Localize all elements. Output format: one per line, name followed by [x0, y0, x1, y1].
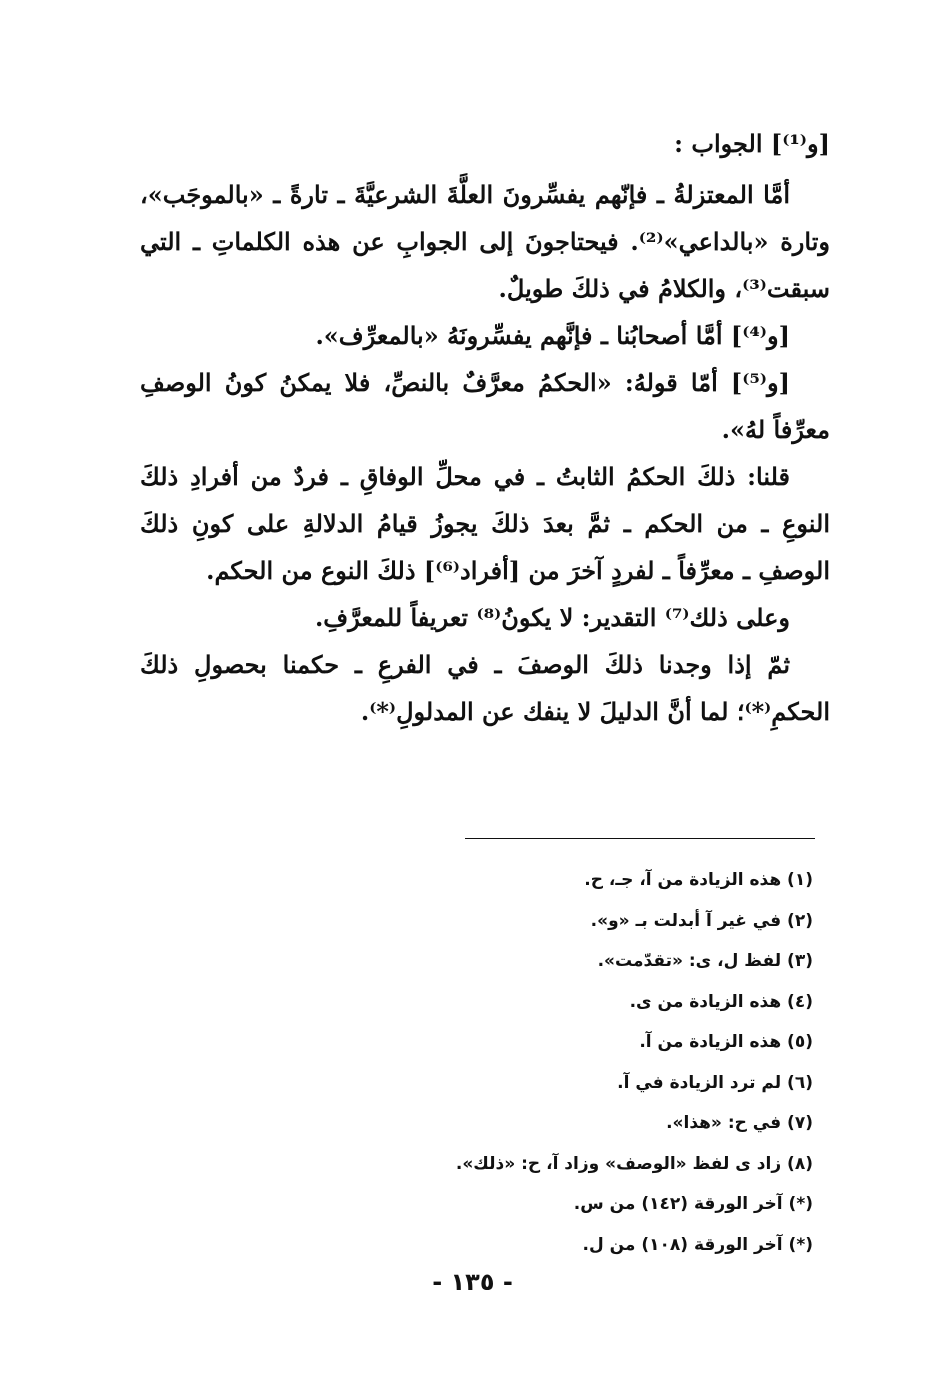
- footnote-2: (٢) في غير آ أبدلت بـ «و».: [590, 910, 813, 931]
- footnote-folio-s: (*) آخر الورقة (١٤٢) من س.: [573, 1194, 813, 1214]
- footnote-1: (١) هذه الزيادة من آ، جـ، ح.: [584, 870, 813, 890]
- answer-heading: [و⁽¹⁾] الجواب :: [674, 129, 830, 158]
- footnote-5: (٥) هذه الزيادة من آ.: [639, 1032, 813, 1052]
- footnote-3: (٣) لفظ ل، ى: «تقدّمت».: [597, 951, 813, 971]
- page-number: - ١٣٥ -: [432, 1268, 513, 1296]
- footnote-6: (٦) لم ترد الزيادة في آ.: [617, 1072, 813, 1093]
- footnotes: [300, 860, 813, 1265]
- paragraph-qawluhu: [و⁽⁵⁾] أمّا قولهُ: «الحكمُ معرَّفٌ بالنصِّ، فلا يمكنُ كونُ الوصفِ معرِّفاً لهُ».: [140, 368, 830, 444]
- paragraph-mutazila: أمَّا المعتزلةُ ـ فإنّهم يفسِّرونَ العلَّةَ الشرعيَّةَ ـ تارةً ـ «بالموجَب»، وتارة «بالداعي»⁽²⁾. فيحتاجونَ إلى الجوابِ عن هذه الكلماتِ ـ التي سبقت⁽³⁾، والكلامُ في ذلكَ طويلٌ.: [140, 180, 830, 303]
- paragraph-far: ثمّ إذا وجدنا ذلكَ الوصفَ ـ في الفرعِ ـ حكمنا بحصولِ ذلكَ الحكمِ⁽*⁾؛ لما أنَّ الدليلَ لا ينفك عن المدلولِ⁽*⁾.: [140, 650, 830, 726]
- paragraph-ashabuna: [و⁽⁴⁾] أمَّا أصحابُنا ـ فإنَّهم يفسِّرونَهُ «بالمعرِّف».: [315, 321, 790, 350]
- main-text: [140, 120, 830, 735]
- footnote-4: (٤) هذه الزيادة من ى.: [629, 991, 813, 1012]
- footnote-8: (٨) زاد ى لفظ «الوصف» وزاد آ، ح: «ذلك».: [455, 1153, 813, 1174]
- paragraph-qulna: قلنا: ذلكَ الحكمُ الثابتُ ـ في محلِّ الوفاقِ ـ فردٌ من أفرادِ ذلكَ النوعِ ـ من الحكم ـ ثمَّ بعدَ ذلكَ يجوزُ قيامُ الدلالةِ على كونِ ذلكَ الوصفِ ـ معرِّفاً ـ لفردٍ آخرَ من [أفراد⁽⁶⁾] ذلكَ النوع من الحكم.: [140, 462, 830, 585]
- paragraph-taqdir: وعلى ذلك⁽⁷⁾ التقدير: لا يكونُ⁽⁸⁾ تعريفاً للمعرَّفِ.: [314, 603, 790, 632]
- footnote-divider: [465, 838, 815, 839]
- footnote-7: (٧) في ح: «هذا».: [666, 1113, 813, 1133]
- footnote-folio-l: (*) آخر الورقة (١٠٨) من ل.: [582, 1234, 813, 1255]
